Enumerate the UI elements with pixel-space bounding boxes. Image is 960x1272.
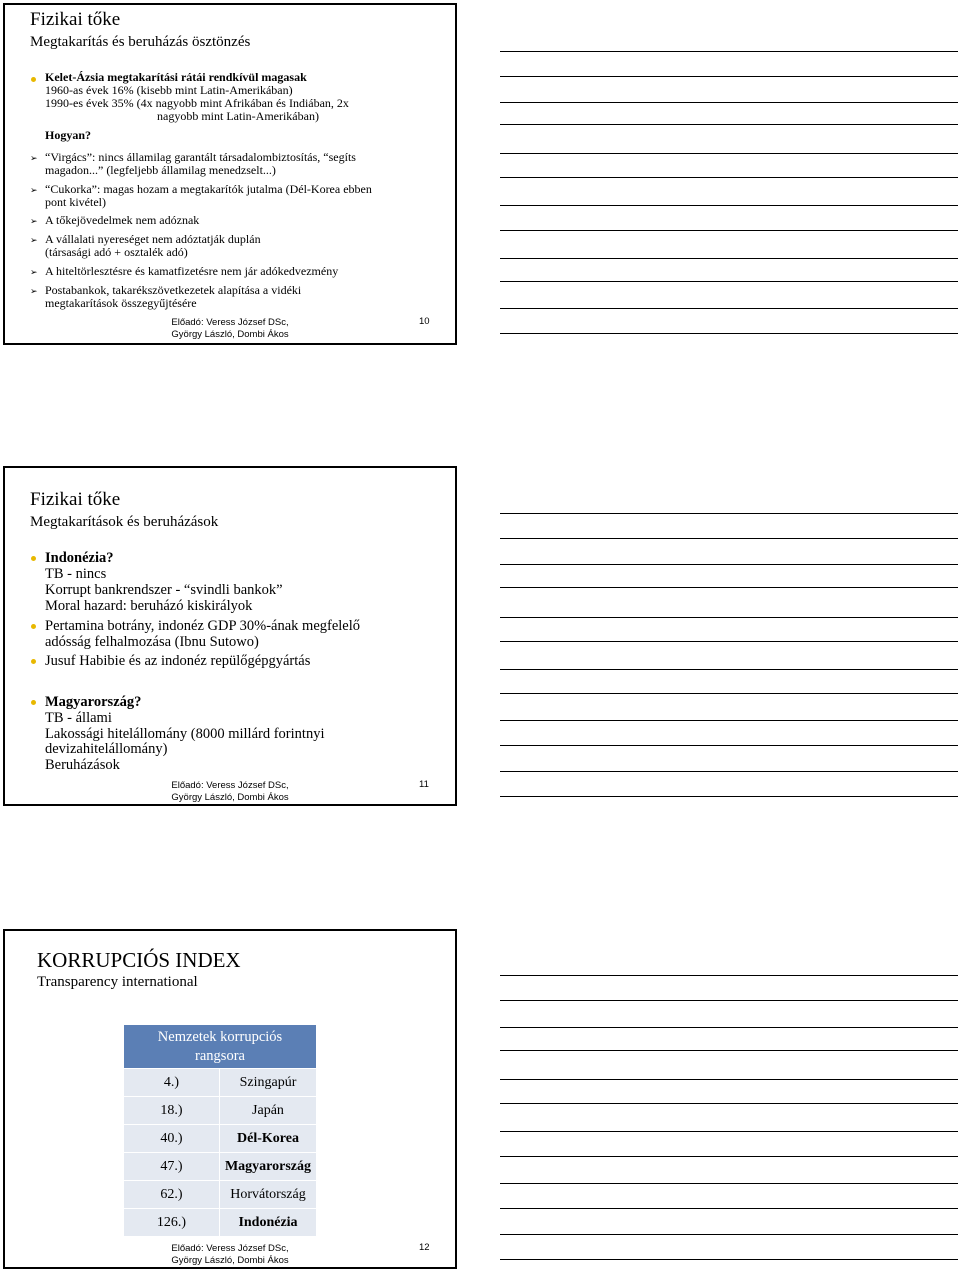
bullet-line: 1960-as évek 16% (kisebb mint Latin-Amerikában) (45, 83, 293, 97)
country-cell: Japán (220, 1097, 317, 1125)
sub-bullet-text: pont kivétel) (45, 195, 106, 209)
note-line (500, 564, 958, 565)
note-line (500, 641, 958, 642)
note-line (500, 1027, 958, 1028)
note-line (500, 513, 958, 514)
table-row (124, 1069, 317, 1097)
country-cell: Szingapúr (220, 1069, 317, 1097)
footer-authors: György László, Dombi Ákos (171, 329, 289, 340)
footer-presenter: Előadó: Veress József DSc, (171, 780, 289, 791)
bullet-line: Lakossági hitelállomány (8000 millárd forintnyi (45, 726, 325, 742)
note-line (500, 617, 958, 618)
slide-title: Fizikai tőke (30, 9, 121, 30)
slide-subtitle: Transparency international (37, 974, 198, 990)
note-line (500, 1208, 958, 1209)
bullet-icon (31, 624, 36, 629)
rank-cell: 4.) (124, 1069, 220, 1097)
note-line (500, 1156, 958, 1157)
table-row (124, 1125, 317, 1153)
table-row (124, 1097, 317, 1125)
sub-bullet-text: A vállalati nyereséget nem adóztatják duplán (45, 232, 261, 246)
country-cell: Horvátország (220, 1181, 317, 1209)
rank-cell: 18.) (124, 1097, 220, 1125)
slide-subtitle: Megtakarítások és beruházások (30, 514, 219, 530)
sub-bullet-text: (társasági adó + osztalék adó) (45, 245, 188, 259)
note-line (500, 693, 958, 694)
page-number: 10 (419, 316, 430, 327)
note-line (500, 1079, 958, 1080)
slide-10 (3, 3, 457, 345)
sub-bullet-text: “Virgács”: nincs államilag garantált társadalombiztosítás, “segíts (45, 150, 356, 164)
note-line (500, 975, 958, 976)
bullet-line: Korrupt bankrendszer - “svindli bankok” (45, 582, 283, 598)
footer-presenter: Előadó: Veress József DSc, (171, 317, 289, 328)
corruption-index-table (123, 1024, 317, 1237)
note-line (500, 230, 958, 231)
arrow-bullet-icon: ➢ (30, 154, 38, 164)
slide-footer (5, 317, 455, 341)
note-line (500, 281, 958, 282)
note-line (500, 796, 958, 797)
note-line (500, 308, 958, 309)
arrow-bullet-icon: ➢ (30, 186, 38, 196)
note-line (500, 771, 958, 772)
slide-title: KORRUPCIÓS INDEX (37, 948, 241, 972)
bullet-line: devizahitelállomány) (45, 741, 168, 757)
bullet-line: nagyobb mint Latin-Amerikában) (157, 109, 319, 123)
arrow-bullet-icon: ➢ (30, 217, 38, 227)
sub-bullet-text: A hiteltörlesztésre és kamatfizetésre nem jár adókedvezmény (45, 264, 339, 278)
sub-bullet-text: Postabankok, takarékszövetkezetek alapítása a vidéki (45, 283, 302, 297)
note-line (500, 1050, 958, 1051)
bullet-heading: Indonézia? (45, 550, 114, 566)
bullet-line: Beruházások (45, 757, 120, 773)
bullet-heading: Magyarország? (45, 694, 142, 710)
note-line (500, 1259, 958, 1260)
note-line (500, 587, 958, 588)
slide-footer (5, 780, 455, 804)
bullet-icon (31, 659, 36, 664)
sub-bullet-text: A tőkejövedelmek nem adóznak (45, 213, 200, 227)
bullet-line: Pertamina botrány, indonéz GDP 30%-ának megfelelő (45, 618, 361, 634)
note-line (500, 538, 958, 539)
note-line (500, 177, 958, 178)
footer-authors: György László, Dombi Ákos (171, 1255, 289, 1266)
bullet-line: Jusuf Habibie és az indonéz repülőgépgyártás (45, 653, 311, 669)
note-line (500, 1183, 958, 1184)
page-number: 12 (419, 1242, 430, 1253)
bullet-icon (31, 556, 36, 561)
sub-bullet-text: magadon...” (legfeljebb államilag menedzselt...) (45, 163, 276, 177)
note-line (500, 333, 958, 334)
slide-footer (5, 1243, 455, 1267)
sub-bullet-text: “Cukorka”: magas hozam a megtakarítók jutalma (Dél-Korea ebben (45, 182, 372, 196)
slide-subtitle: Megtakarítás és beruházás ösztönzés (30, 34, 251, 50)
slide-title: Fizikai tőke (30, 489, 121, 510)
arrow-bullet-icon: ➢ (30, 287, 38, 297)
footer-presenter: Előadó: Veress József DSc, (171, 1243, 289, 1254)
sub-bullet-text: megtakarítások összegyűjtésére (45, 296, 197, 310)
bullet-line: adósság felhalmozása (Ibnu Sutowo) (45, 634, 259, 650)
bullet-line: TB - nincs (45, 566, 107, 582)
bullet-line: Moral hazard: beruházó kiskirályok (45, 598, 253, 614)
note-line (500, 205, 958, 206)
slide-11 (3, 466, 457, 806)
note-line (500, 1103, 958, 1104)
note-line (500, 51, 958, 52)
country-cell: Dél-Korea (220, 1125, 317, 1153)
arrow-bullet-icon: ➢ (30, 236, 38, 246)
arrow-bullet-icon: ➢ (30, 268, 38, 278)
country-cell: Indonézia (220, 1209, 317, 1237)
page-number: 11 (419, 779, 429, 790)
table-row (124, 1181, 317, 1209)
bullet-line: TB - állami (45, 710, 112, 726)
table-row (124, 1209, 317, 1237)
note-line (500, 1000, 958, 1001)
note-line (500, 124, 958, 125)
note-line (500, 1234, 958, 1235)
rank-cell: 126.) (124, 1209, 220, 1237)
rank-cell: 40.) (124, 1125, 220, 1153)
bullet-line: 1990-es évek 35% (4x nagyobb mint Afrikában és Indiában, 2x (45, 96, 349, 110)
note-line (500, 153, 958, 154)
note-line (500, 669, 958, 670)
rank-cell: 47.) (124, 1153, 220, 1181)
note-line (500, 720, 958, 721)
table-header: Nemzetek korrupciós rangsora (124, 1025, 317, 1069)
bullet-heading: Kelet-Ázsia megtakarítási rátái rendkívül magasak (45, 70, 307, 84)
note-line (500, 745, 958, 746)
bullet-icon (31, 700, 36, 705)
table-row (124, 1153, 317, 1181)
note-line (500, 76, 958, 77)
note-line (500, 1131, 958, 1132)
country-cell: Magyarország (220, 1153, 317, 1181)
note-line (500, 102, 958, 103)
rank-cell: 62.) (124, 1181, 220, 1209)
note-line (500, 258, 958, 259)
slide-12 (3, 929, 457, 1269)
bullet-question: Hogyan? (45, 128, 92, 142)
footer-authors: György László, Dombi Ákos (171, 792, 289, 803)
bullet-icon (31, 77, 36, 82)
